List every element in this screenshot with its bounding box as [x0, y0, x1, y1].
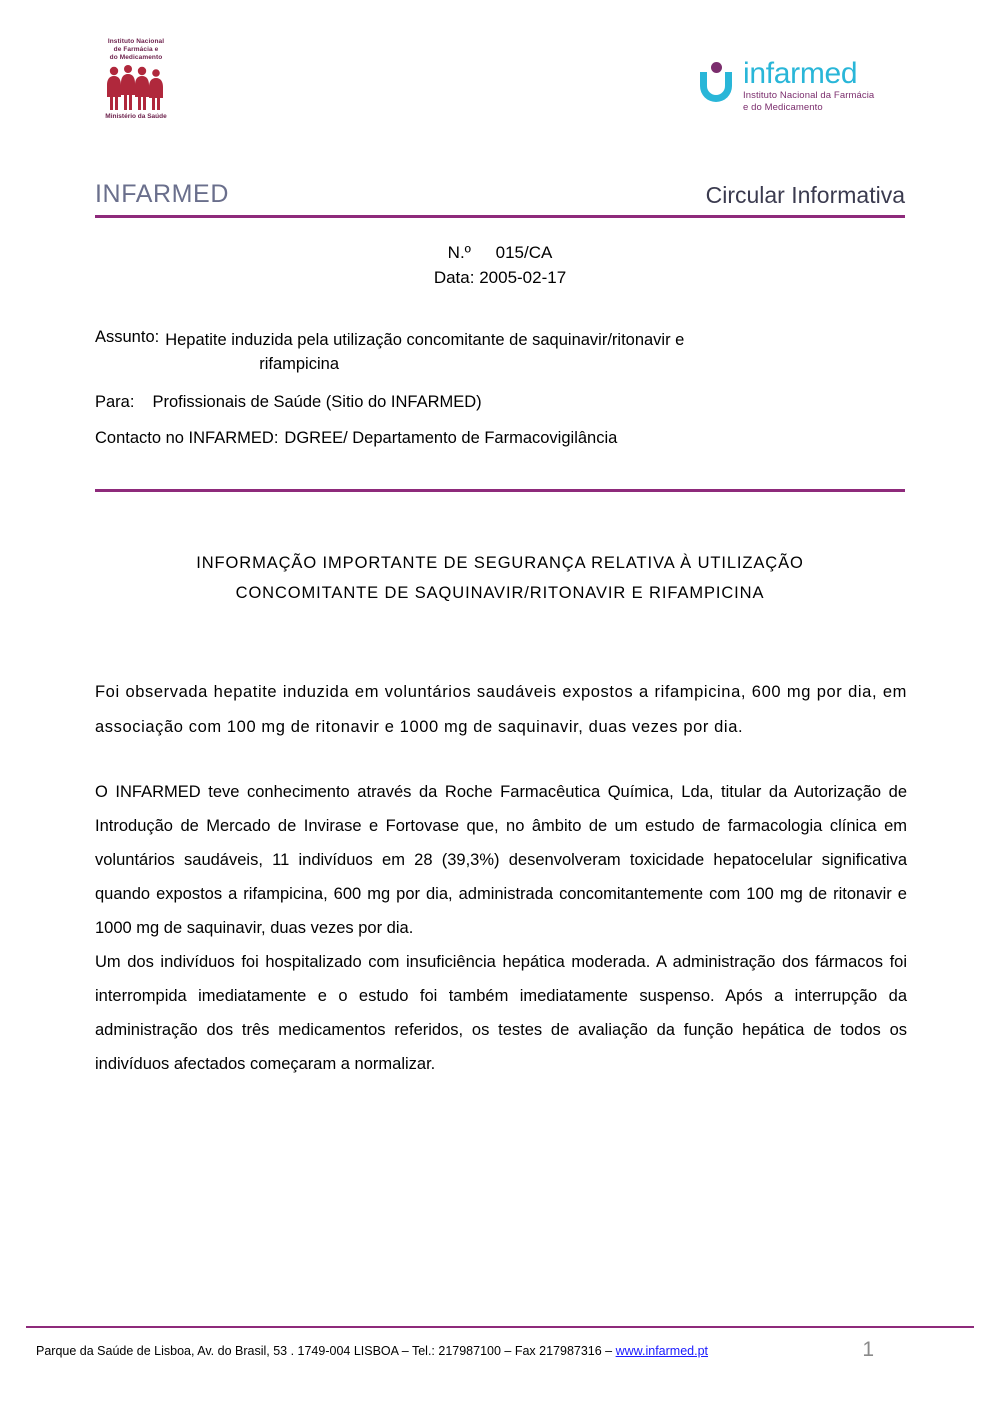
field-recipient — [95, 393, 907, 412]
infarmed-logo-wordmark: infarmed — [743, 57, 858, 90]
field-subject-value-line1: Hepatite induzida pela utilização concomitante de saquinavir/ritonavir e — [165, 331, 685, 349]
document-date-label: Data: — [433, 268, 475, 287]
ministry-logo — [88, 38, 184, 121]
field-recipient-value: Profissionais de Saúde (Sitio do INFARMED) — [152, 393, 482, 411]
document-date-line — [95, 265, 905, 290]
logo-row — [0, 32, 1000, 152]
main-heading-line2: CONCOMITANTE DE SAQUINAVIR/RITONAVIR E RIFAMPICINA — [235, 584, 765, 602]
infarmed-logo-subtitle-line1: Instituto Nacional da Farmácia — [743, 90, 875, 101]
document-title-row — [95, 180, 905, 209]
field-contact-value: DGREE/ Departamento de Farmacovigilância — [284, 429, 618, 447]
document-fields — [95, 328, 907, 465]
ministry-logo-line1: Instituto Nacional — [107, 38, 165, 45]
document-number-label: N.º — [447, 243, 471, 262]
page-footer — [36, 1338, 966, 1362]
footer-address-line — [36, 1338, 708, 1360]
field-contact — [95, 429, 907, 448]
ministry-logo-line3: do Medicamento — [109, 54, 163, 61]
org-name: INFARMED — [95, 180, 229, 208]
footer-address: Parque da Saúde de Lisboa, Av. do Brasil, 53 . 1749-004 LISBOA – Tel.: 217987100 – Fax 217987316 – — [36, 1344, 616, 1358]
divider-header-body — [95, 489, 905, 492]
infarmed-u-mark-icon — [700, 62, 734, 104]
document-date-value: 2005-02-17 — [479, 268, 567, 287]
footer-website-link[interactable]: www.infarmed.pt — [615, 1344, 709, 1358]
field-subject-value — [165, 328, 907, 376]
infarmed-logo — [700, 58, 874, 128]
body-paragraph-2: O INFARMED teve conhecimento através da Roche Farmacêutica Química, Lda, titular da Autorização de Introdução de Mercado de Invirase e Fortovase que, no âmbito de um estudo de farmacologia clínica em voluntários saudáveis, 11 indivíduos em 28 (39,3%) desenvolveram toxicidade hepatocelular significativa quando expostos a rifampicina, 600 mg por dia, administrada concomitantemente com 100 mg de ritonavir e 1000 mg de saquinavir, duas vezes por dia. — [95, 783, 907, 937]
page-number: 1 — [862, 1338, 874, 1361]
ministry-logo-line2: de Farmácia e — [113, 46, 159, 53]
field-subject-label: Assunto: — [95, 328, 160, 346]
field-contact-label: Contacto no INFARMED: — [95, 429, 279, 447]
field-subject-value-line2: rifampicina — [259, 355, 339, 373]
field-recipient-label: Para: — [95, 393, 135, 411]
document-type: Circular Informativa — [705, 182, 905, 208]
document-meta — [95, 240, 905, 290]
main-heading-line1: INFORMAÇÃO IMPORTANTE DE SEGURANÇA RELATIVA À UTILIZAÇÃO — [196, 554, 804, 572]
field-subject — [95, 328, 907, 376]
ministry-logo-footer: Ministério da Saúde — [105, 113, 167, 120]
main-heading — [95, 548, 905, 608]
infarmed-logo-subtitle-line2: e do Medicamento — [743, 102, 823, 113]
document-number-line — [95, 240, 905, 265]
divider-footer — [26, 1326, 974, 1328]
document-body — [95, 675, 907, 1081]
body-paragraph-3: Um dos indivíduos foi hospitalizado com insuficiência hepática moderada. A administração dos fármacos foi interrompida imediatamente e o estudo foi também imediatamente suspenso. Após a interrupção da administração dos três medicamentos referidos, os testes de avaliação da função hepática de todos os indivíduos afectados começaram a normalizar. — [95, 953, 907, 1073]
coat-of-arms-figures-icon — [101, 64, 171, 112]
body-paragraph-1: Foi observada hepatite induzida em voluntários saudáveis expostos a rifampicina, 600 mg por dia, em associação com 100 mg de ritonavir e 1000 mg de saquinavir, duas vezes por dia. — [95, 683, 907, 736]
divider-top — [95, 215, 905, 218]
document-number-value: 015/CA — [495, 243, 553, 262]
